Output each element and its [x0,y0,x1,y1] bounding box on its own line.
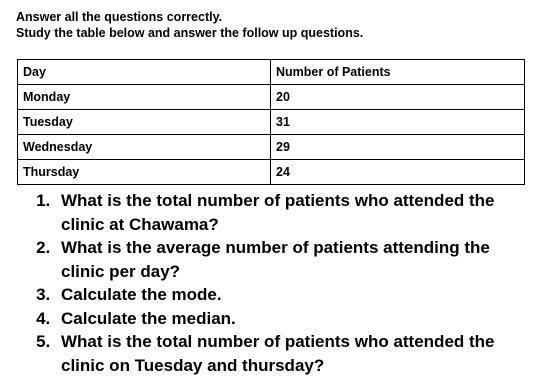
cell-day: Tuesday [18,110,271,135]
cell-patients: 31 [271,110,525,135]
header-number-of-patients: Number of Patients [271,60,525,85]
cell-patients: 24 [271,160,525,185]
cell-patients: 20 [271,85,525,110]
cell-day: Thursday [18,160,271,185]
question-item: 4. Calculate the median. [55,307,525,331]
instruction-line-2: Study the table below and answer the follow up questions. [16,26,364,40]
cell-day: Wednesday [18,135,271,160]
patients-table [17,59,525,185]
question-item: 5. What is the total number of patients who attended the clinic on Tuesday and thursday? [55,330,525,377]
table-row [18,85,525,110]
question-item: 1. What is the total number of patients who attended the clinic at Chawama? [55,189,525,236]
table-row [18,160,525,185]
instruction-line-1: Answer all the questions correctly. [16,10,223,24]
instructions [16,9,363,41]
cell-day: Monday [18,85,271,110]
table-row [18,135,525,160]
question-item: 3. Calculate the mode. [55,283,525,307]
cell-patients: 29 [271,135,525,160]
table-header-row [18,60,525,85]
table-row [18,110,525,135]
question-item: 2. What is the average number of patients attending the clinic per day? [55,236,525,283]
questions-list [0,189,525,377]
header-day: Day [18,60,271,85]
